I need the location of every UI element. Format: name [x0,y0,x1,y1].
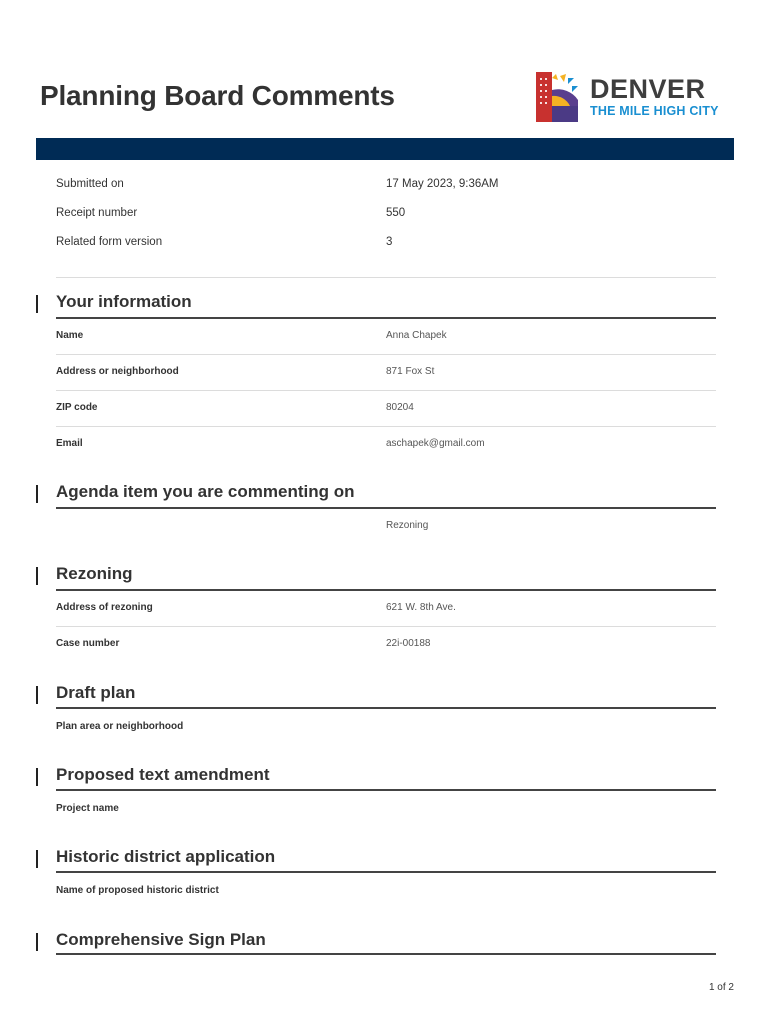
field-label: Name of proposed historic district [56,885,219,896]
section-marker [36,850,38,868]
field-value: aschapek@gmail.com [386,438,485,449]
page-number: 1 of 2 [708,982,734,993]
field-name [56,318,716,355]
field-plan-area [56,709,716,745]
field-case-number [56,626,716,662]
field-value: Anna Chapek [386,330,447,341]
field-value: Rezoning [386,520,429,531]
field-value: 22i-00188 [386,638,431,649]
receipt-number-label: Receipt number [56,207,138,219]
header-banner [36,138,734,160]
form-version-row [56,236,716,256]
field-label: ZIP code [56,402,98,413]
form-version-label: Related form version [56,236,163,248]
field-project-name [56,791,716,827]
submitted-on-value: 17 May 2023, 9:36AM [386,178,499,190]
field-email [56,426,716,462]
form-version-value: 3 [386,236,393,248]
submitted-on-row [56,178,716,198]
field-label: Name [56,330,84,341]
field-value: 621 W. 8th Ave. [386,602,456,613]
section-title: Comprehensive Sign Plan [56,930,266,949]
section-title: Rezoning [56,564,133,583]
field-label: Project name [56,803,119,814]
section-title: Draft plan [56,683,136,702]
field-label: Address or neighborhood [56,366,179,377]
section-title: Historic district application [56,847,276,866]
section-rule [56,953,716,955]
section-marker [36,485,38,503]
field-value: 871 Fox St [386,366,435,377]
section-marker [36,295,38,313]
section-title: Your information [56,292,192,311]
logo-wordmark: DENVER [590,74,706,104]
field-label: Case number [56,638,120,649]
field-rezoning-address [56,590,716,627]
field-zip-code [56,390,716,427]
field-historic-district-name [56,873,716,909]
field-value: 80204 [386,402,414,413]
denver-logo [536,72,726,122]
field-agenda-item [56,508,716,544]
submitted-on-label: Submitted on [56,178,124,190]
logo-tagline: THE MILE HIGH CITY [590,104,719,118]
submission-details [56,170,716,278]
section-marker [36,933,38,951]
receipt-number-value: 550 [386,207,406,219]
field-address [56,354,716,391]
section-title: Agenda item you are commenting on [56,482,355,501]
section-marker [36,768,38,786]
denver-logo-icon [536,72,582,122]
receipt-number-row [56,207,716,227]
field-label: Address of rezoning [56,602,153,613]
section-title: Proposed text amendment [56,765,270,784]
section-marker [36,567,38,585]
field-label: Email [56,438,83,449]
field-label: Plan area or neighborhood [56,721,184,732]
page-title: Planning Board Comments [40,80,395,111]
section-marker [36,686,38,704]
